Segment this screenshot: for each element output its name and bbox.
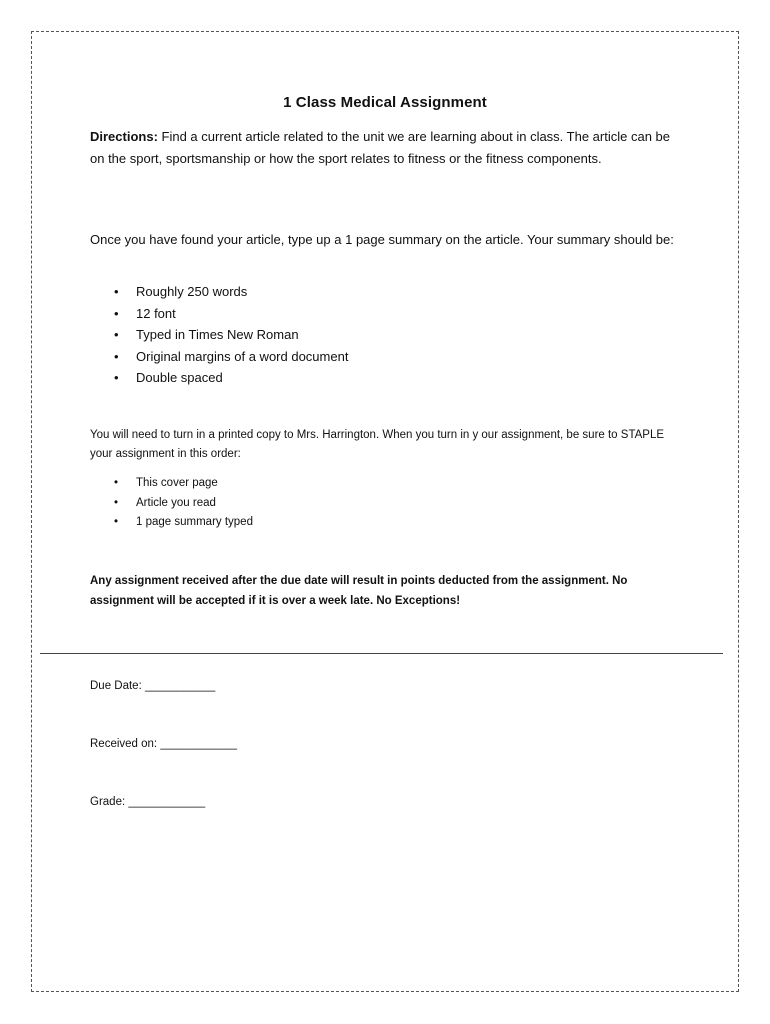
late-policy-warning: Any assignment received after the due date will result in points deducted from the assignment. No assignment will be accepted if it is over a week late. No Exceptions! bbox=[90, 575, 628, 607]
list-item: • Original margins of a word document bbox=[90, 346, 348, 368]
staple-order-list bbox=[90, 474, 253, 533]
list-item: • Article you read bbox=[90, 494, 253, 514]
list-item: • Double spaced bbox=[90, 367, 348, 389]
list-item: • 12 font bbox=[90, 303, 348, 325]
turn-in-instructions: You will need to turn in a printed copy to Mrs. Harrington. When you turn in y our assignment, be sure to STAPLE your assignment in this order: bbox=[90, 429, 665, 460]
grade-field: Grade: ____________ bbox=[90, 796, 206, 808]
directions-text: Find a current article related to the unit we are learning about in class. The article can be on the sport, sportsmanship or how the sport relates to fitness or the fitness components. bbox=[90, 129, 671, 166]
summary-requirements-list bbox=[90, 281, 348, 389]
summary-intro: Once you have found your article, type up a 1 page summary on the article. Your summary should be: bbox=[90, 232, 674, 247]
list-item: • Roughly 250 words bbox=[90, 281, 348, 303]
list-item: • 1 page summary typed bbox=[90, 513, 253, 533]
directions-label: Directions: bbox=[90, 129, 158, 144]
list-item: • This cover page bbox=[90, 474, 253, 494]
due-date-field: Due Date: ___________ bbox=[90, 680, 216, 692]
list-item: • Typed in Times New Roman bbox=[90, 324, 348, 346]
document-title: 1 Class Medical Assignment bbox=[283, 94, 487, 111]
section-divider bbox=[40, 653, 723, 654]
received-on-field: Received on: ____________ bbox=[90, 738, 238, 750]
directions-paragraph bbox=[90, 126, 680, 169]
